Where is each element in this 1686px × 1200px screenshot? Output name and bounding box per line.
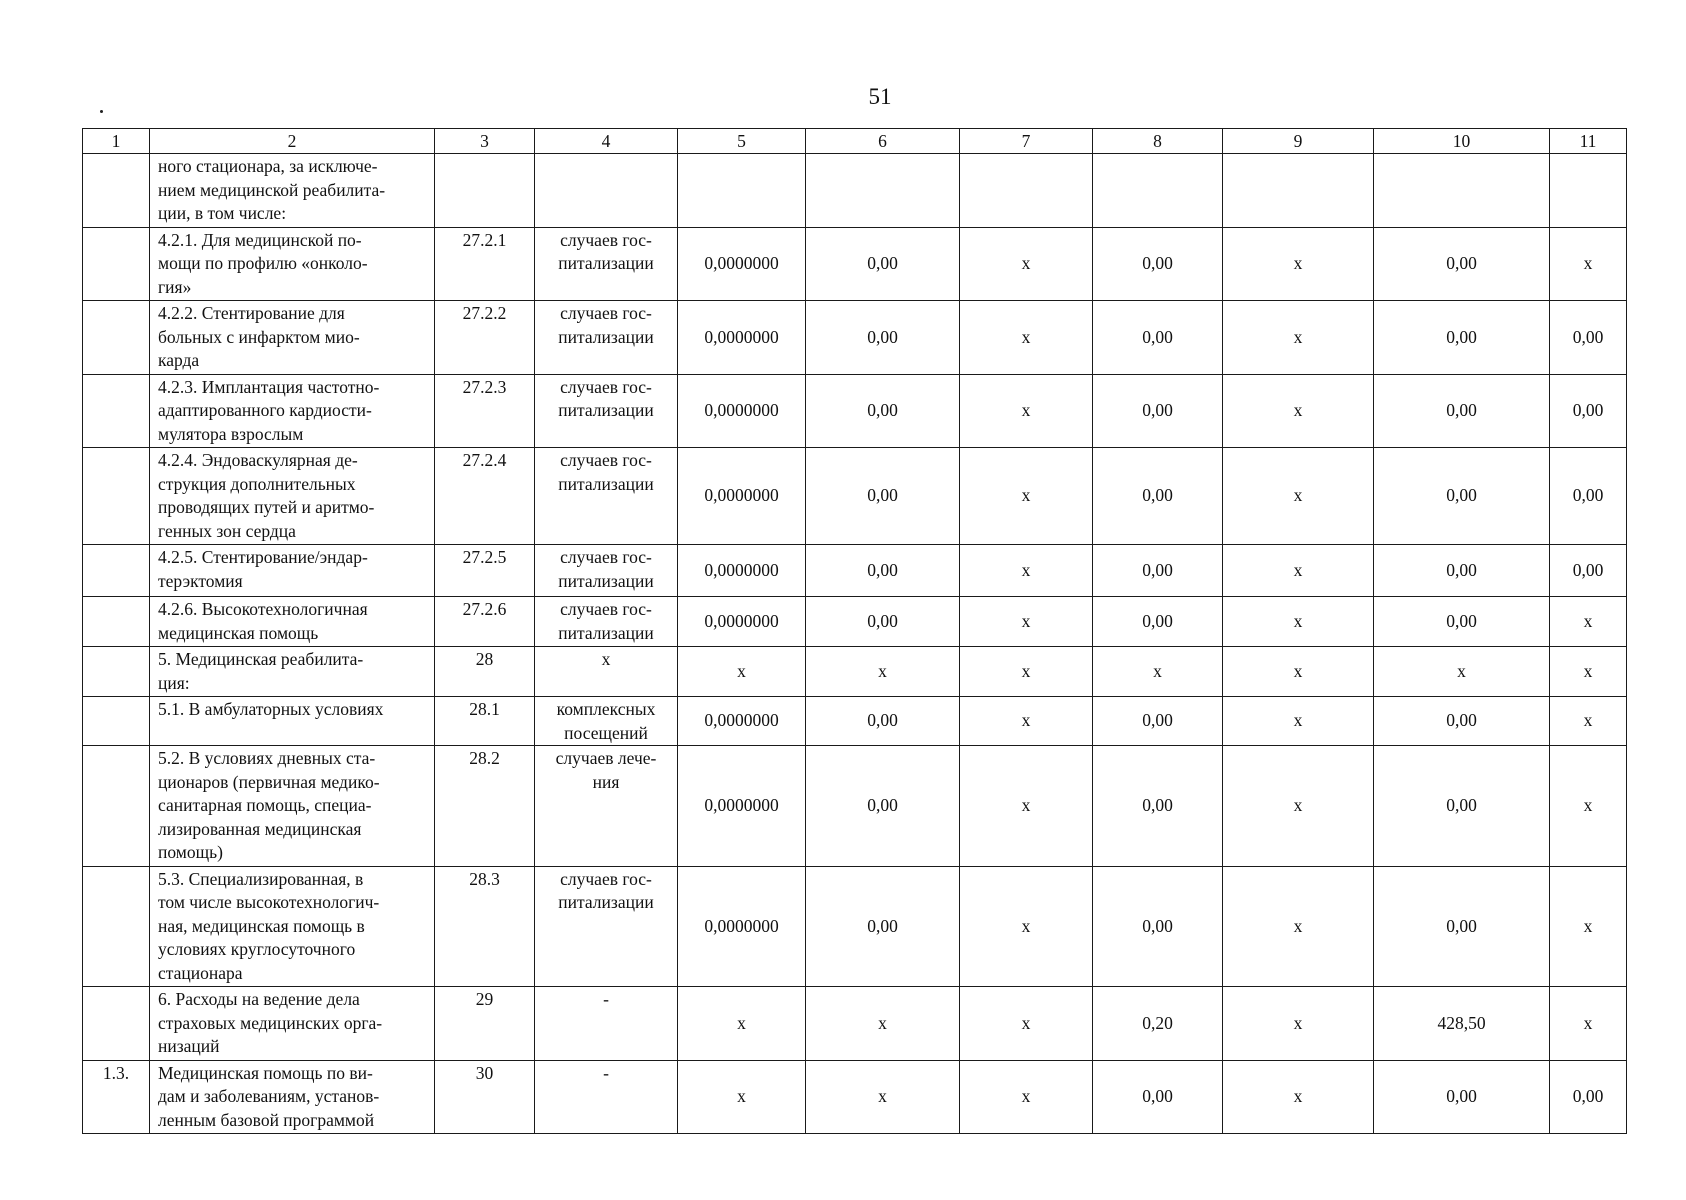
row-number-cell	[83, 597, 150, 647]
row-value-cell: х	[1550, 866, 1627, 987]
row-value-cell: 0,00	[806, 448, 960, 545]
row-name-cell	[150, 597, 435, 647]
row-value-cell: х	[960, 697, 1093, 746]
row-value-cell: 0,00	[806, 697, 960, 746]
row-value-cell: 0,00	[1550, 374, 1627, 448]
row-unit-line: -	[603, 1062, 609, 1083]
row-code-cell: 27.2.2	[435, 301, 535, 375]
row-unit-line: случаев гос-	[560, 868, 652, 889]
row-value-cell	[1374, 154, 1550, 228]
row-unit-line: посещений	[564, 722, 648, 743]
row-value-cell: х	[1223, 697, 1374, 746]
row-name-cell	[150, 746, 435, 867]
row-value-cell: 0,00	[1093, 697, 1223, 746]
row-unit-line: питализации	[558, 570, 654, 591]
row-value-cell: х	[1223, 746, 1374, 867]
row-name-line: 4.2.4. Эндоваскулярная де-	[158, 450, 358, 470]
row-value-cell: х	[960, 647, 1093, 697]
row-value-cell: х	[1223, 301, 1374, 375]
row-name-line: проводящих путей и аритмо-	[158, 497, 375, 517]
row-number-cell	[83, 697, 150, 746]
row-name-line: мулятора взрослым	[158, 423, 304, 444]
row-unit-line: питализации	[558, 622, 654, 643]
row-value-cell: х	[1223, 597, 1374, 647]
row-value-cell: х	[960, 374, 1093, 448]
row-value-cell: 0,0000000	[678, 545, 806, 597]
row-unit-line: случаев гос-	[560, 229, 652, 250]
row-name-line: 4.2.2. Стентирование для	[158, 303, 345, 323]
row-value-cell	[1223, 154, 1374, 228]
table-row	[83, 697, 1627, 746]
row-unit-line: питализации	[558, 326, 654, 347]
row-unit-line: случаев гос-	[560, 450, 652, 470]
row-name-line: помощь)	[158, 842, 223, 862]
row-unit-cell	[535, 1060, 678, 1134]
row-name-line: том числе высокотехнологич-	[158, 892, 380, 912]
table-row	[83, 597, 1627, 647]
row-value-cell: х	[678, 987, 806, 1061]
row-value-cell	[960, 154, 1093, 228]
table-row	[83, 746, 1627, 867]
row-value-cell	[806, 154, 960, 228]
row-value-cell: х	[960, 866, 1093, 987]
row-name-line: 4.2.1. Для медицинской по-	[158, 229, 362, 250]
header-cell: 1	[83, 129, 150, 154]
table-row	[83, 987, 1627, 1061]
row-value-cell: 0,00	[1374, 746, 1550, 867]
row-value-cell: 0,00	[806, 746, 960, 867]
stray-dot	[100, 110, 103, 113]
row-value-cell: 0,00	[1093, 301, 1223, 375]
row-value-cell: 0,20	[1093, 987, 1223, 1061]
row-value-cell: 0,00	[1093, 597, 1223, 647]
row-unit-cell	[535, 987, 678, 1061]
row-value-cell	[1550, 154, 1627, 228]
row-number-cell	[83, 301, 150, 375]
row-name-line: Медицинская помощь по ви-	[158, 1062, 373, 1083]
row-value-cell: 0,00	[1093, 1060, 1223, 1134]
row-name-cell	[150, 647, 435, 697]
row-unit-line: питализации	[558, 400, 654, 420]
row-value-cell: х	[1223, 1060, 1374, 1134]
row-name-line: 5.3. Специализированная, в	[158, 868, 364, 889]
row-code-cell	[435, 154, 535, 228]
row-name-line: ленным базовой программой	[158, 1109, 375, 1130]
row-value-cell: х	[960, 746, 1093, 867]
row-unit-line: случаев гос-	[560, 599, 652, 619]
row-name-cell	[150, 154, 435, 228]
row-number-cell	[83, 866, 150, 987]
header-cell: 10	[1374, 129, 1550, 154]
row-unit-cell	[535, 154, 678, 228]
row-code-cell: 27.2.1	[435, 227, 535, 301]
row-name-line: нием медицинской реабилита-	[158, 179, 386, 200]
row-number-cell	[83, 746, 150, 867]
row-name-line: условиях круглосуточного	[158, 939, 356, 959]
row-name-cell	[150, 987, 435, 1061]
row-name-line: 6. Расходы на ведение дела	[158, 989, 360, 1009]
row-value-cell: 0,00	[1093, 746, 1223, 867]
row-value-cell: х	[678, 647, 806, 697]
row-number-cell: 1.3.	[83, 1060, 150, 1134]
row-code-cell: 27.2.6	[435, 597, 535, 647]
row-unit-cell	[535, 697, 678, 746]
row-value-cell: х	[1550, 987, 1627, 1061]
row-value-cell: 0,00	[806, 597, 960, 647]
row-value-cell: х	[960, 545, 1093, 597]
row-name-line: ции, в том числе:	[158, 203, 287, 223]
row-code-cell: 27.2.4	[435, 448, 535, 545]
row-value-cell: 0,0000000	[678, 597, 806, 647]
row-name-cell	[150, 545, 435, 597]
row-unit-line: случаев гос-	[560, 376, 652, 397]
header-cell: 5	[678, 129, 806, 154]
row-value-cell: 0,00	[1093, 227, 1223, 301]
table-row	[83, 154, 1627, 228]
row-value-cell: 0,0000000	[678, 301, 806, 375]
row-value-cell: х	[960, 1060, 1093, 1134]
header-cell: 3	[435, 129, 535, 154]
row-name-line: лизированная медицинская	[158, 818, 362, 839]
row-value-cell: 0,00	[1374, 227, 1550, 301]
row-name-cell	[150, 1060, 435, 1134]
row-name-line: стационара	[158, 962, 243, 983]
row-value-cell: х	[960, 301, 1093, 375]
row-value-cell: 0,00	[1550, 1060, 1627, 1134]
row-value-cell: х	[1550, 597, 1627, 647]
row-unit-cell	[535, 647, 678, 697]
row-value-cell: х	[806, 647, 960, 697]
row-value-cell: 0,0000000	[678, 697, 806, 746]
row-name-line: адаптированного кардиости-	[158, 400, 372, 420]
row-value-cell: х	[1550, 746, 1627, 867]
table-row	[83, 374, 1627, 448]
row-value-cell: 0,00	[806, 374, 960, 448]
row-unit-cell	[535, 545, 678, 597]
row-name-cell	[150, 374, 435, 448]
row-value-cell: х	[1550, 227, 1627, 301]
row-code-cell: 28.2	[435, 746, 535, 867]
row-value-cell: 0,0000000	[678, 746, 806, 867]
row-code-cell: 27.2.5	[435, 545, 535, 597]
row-unit-cell	[535, 301, 678, 375]
row-value-cell: 0,00	[806, 866, 960, 987]
row-value-cell: 0,00	[1093, 448, 1223, 545]
row-value-cell: 0,00	[1374, 1060, 1550, 1134]
row-value-cell	[678, 154, 806, 228]
row-unit-cell	[535, 866, 678, 987]
row-value-cell: 428,50	[1374, 987, 1550, 1061]
row-name-cell	[150, 448, 435, 545]
row-code-cell: 28	[435, 647, 535, 697]
row-unit-line: случаев гос-	[560, 547, 652, 567]
row-value-cell: 0,00	[1550, 301, 1627, 375]
table-row	[83, 227, 1627, 301]
row-name-cell	[150, 301, 435, 375]
row-unit-cell	[535, 448, 678, 545]
page-number: 51	[868, 84, 892, 109]
header-cell: 6	[806, 129, 960, 154]
row-name-line: 4.2.5. Стентирование/эндар-	[158, 547, 368, 567]
data-table	[82, 128, 1627, 1134]
header-cell: 11	[1550, 129, 1627, 154]
row-value-cell: 0,0000000	[678, 374, 806, 448]
row-code-cell: 27.2.3	[435, 374, 535, 448]
row-value-cell: 0,0000000	[678, 448, 806, 545]
row-value-cell: 0,00	[1093, 866, 1223, 987]
row-value-cell: 0,00	[1374, 374, 1550, 448]
row-name-line: 4.2.3. Имплантация частотно-	[158, 376, 380, 397]
row-value-cell: х	[960, 448, 1093, 545]
row-value-cell: х	[960, 227, 1093, 301]
table-row	[83, 1060, 1627, 1134]
table-body	[83, 129, 1627, 1134]
row-number-cell	[83, 154, 150, 228]
row-name-line: 5. Медицинская реабилита-	[158, 649, 364, 669]
row-unit-line: питализации	[558, 473, 654, 494]
table-row	[83, 301, 1627, 375]
row-value-cell: 0,00	[1093, 374, 1223, 448]
row-number-cell	[83, 987, 150, 1061]
row-code-cell: 28.1	[435, 697, 535, 746]
row-value-cell: 0,00	[1374, 301, 1550, 375]
table-row	[83, 647, 1627, 697]
row-unit-line: -	[603, 989, 609, 1009]
header-cell: 2	[150, 129, 435, 154]
header-cell: 4	[535, 129, 678, 154]
table-row	[83, 448, 1627, 545]
row-number-cell	[83, 545, 150, 597]
row-value-cell: 0,0000000	[678, 227, 806, 301]
header-cell: 7	[960, 129, 1093, 154]
row-name-line: низаций	[158, 1036, 220, 1056]
row-value-cell: х	[806, 1060, 960, 1134]
row-name-line: 5.1. В амбулаторных условиях	[158, 699, 384, 719]
row-value-cell: 0,00	[806, 301, 960, 375]
row-name-line: 4.2.6. Высокотехнологичная	[158, 599, 368, 619]
row-value-cell: 0,00	[1374, 448, 1550, 545]
row-name-line: терэктомия	[158, 570, 243, 591]
row-value-cell: х	[1223, 545, 1374, 597]
row-unit-line: комплексных	[556, 699, 656, 719]
row-unit-line: питализации	[558, 253, 654, 273]
row-code-cell: 30	[435, 1060, 535, 1134]
row-number-cell	[83, 647, 150, 697]
row-name-line: страховых медицинских орга-	[158, 1012, 383, 1033]
row-value-cell: х	[1223, 374, 1374, 448]
table-row	[83, 545, 1627, 597]
row-value-cell: х	[1374, 647, 1550, 697]
row-name-line: ного стационара, за исключе-	[158, 156, 378, 176]
row-name-line: санитарная помощь, специа-	[158, 795, 372, 815]
row-unit-cell	[535, 374, 678, 448]
row-name-cell	[150, 227, 435, 301]
header-cell: 8	[1093, 129, 1223, 154]
row-name-line: 5.2. В условиях дневных ста-	[158, 748, 376, 768]
row-unit-line: ния	[592, 771, 620, 792]
row-value-cell: 0,00	[806, 227, 960, 301]
row-value-cell: х	[1223, 647, 1374, 697]
row-number-cell	[83, 374, 150, 448]
row-value-cell: х	[1093, 647, 1223, 697]
row-name-line: генных зон сердца	[158, 520, 296, 541]
row-value-cell	[1093, 154, 1223, 228]
row-name-line: карда	[158, 350, 200, 370]
row-value-cell: х	[1550, 697, 1627, 746]
row-unit-cell	[535, 597, 678, 647]
row-name-line: дам и заболеваниям, установ-	[158, 1086, 380, 1106]
row-value-cell: х	[1223, 866, 1374, 987]
row-unit-line: питализации	[558, 892, 654, 912]
row-name-line: гия»	[158, 276, 192, 297]
row-value-cell: 0,00	[806, 545, 960, 597]
row-value-cell: 0,0000000	[678, 866, 806, 987]
row-name-line: струкция дополнительных	[158, 473, 356, 494]
row-value-cell: 0,00	[1374, 545, 1550, 597]
row-value-cell: х	[1223, 227, 1374, 301]
row-number-cell	[83, 448, 150, 545]
header-row	[83, 129, 1627, 154]
row-code-cell: 28.3	[435, 866, 535, 987]
row-value-cell: х	[960, 987, 1093, 1061]
row-unit-cell	[535, 227, 678, 301]
row-number-cell	[83, 227, 150, 301]
row-value-cell: х	[1223, 448, 1374, 545]
header-cell: 9	[1223, 129, 1374, 154]
table-row	[83, 866, 1627, 987]
row-value-cell: х	[1223, 987, 1374, 1061]
row-name-line: медицинская помощь	[158, 622, 319, 643]
row-value-cell: 0,00	[1374, 697, 1550, 746]
row-name-cell	[150, 697, 435, 746]
row-value-cell: х	[678, 1060, 806, 1134]
row-value-cell: х	[960, 597, 1093, 647]
row-value-cell: х	[806, 987, 960, 1061]
row-code-cell: 29	[435, 987, 535, 1061]
row-unit-line: случаев гос-	[560, 303, 652, 323]
row-name-line: мощи по профилю «онколо-	[158, 253, 368, 273]
row-value-cell: 0,00	[1550, 448, 1627, 545]
row-name-line: ная, медицинская помощь в	[158, 915, 365, 936]
row-value-cell: 0,00	[1374, 866, 1550, 987]
row-name-cell	[150, 866, 435, 987]
row-value-cell: 0,00	[1550, 545, 1627, 597]
row-unit-cell	[535, 746, 678, 867]
row-value-cell: х	[1550, 647, 1627, 697]
row-value-cell: 0,00	[1374, 597, 1550, 647]
row-name-line: ционаров (первичная медико-	[158, 771, 380, 792]
row-unit-line: х	[601, 649, 611, 669]
row-unit-line: случаев лече-	[555, 748, 657, 768]
row-name-line: больных с инфарктом мио-	[158, 326, 360, 347]
row-value-cell: 0,00	[1093, 545, 1223, 597]
row-name-line: ция:	[158, 672, 190, 693]
